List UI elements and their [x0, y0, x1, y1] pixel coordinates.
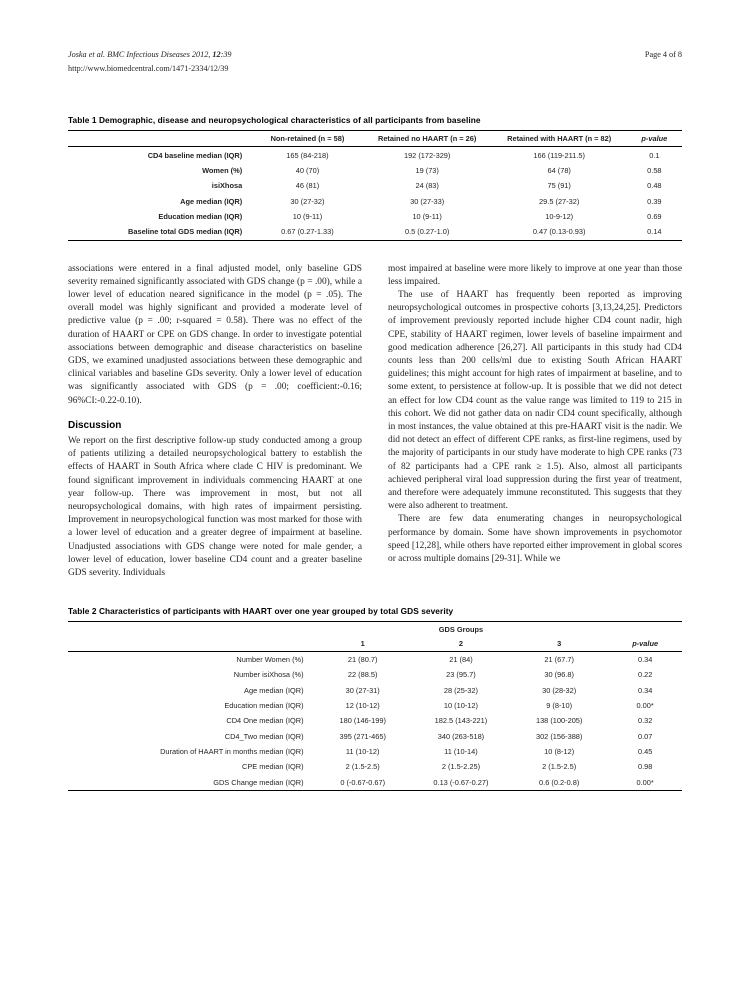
paragraph: associations were entered in a final adjusted model, only baseline GDS severity remained significantly associated with GDS change (p = .00), while a lower level of education neared significance in the model (p = .05). The overall model was highly significant and provided a moderate level of predictive value (p = .00; r-squared = 0.58). There was no effect of the duration of HAART or CPE on GDS change. In order to investigate potential associations between demographic and disease characteristics on baseline GDS, we examined unadjusted associations between these demographic and clinical variables and baseline GDs severity. Only a lower level of education was significantly associated with GDS (p = .00; coefficient:-0.16; 96%CI:-0.22-0.10).	[68, 263, 362, 406]
table-1-row-0-val-0: 165 (84-218)	[286, 150, 329, 160]
header-citation	[68, 48, 232, 75]
table-1-header-row	[68, 131, 682, 147]
table-row	[68, 759, 682, 774]
body-columns	[68, 263, 682, 581]
table-2-row-5-val-2: 302 (156-388)	[535, 731, 583, 741]
table-2-subcol-2: 2	[412, 635, 510, 651]
table-2-row-1-val-2: 30 (96.8)	[544, 670, 574, 680]
table-2-row-2-pval: 0.34	[637, 685, 653, 695]
table-1-row-5-val-2: 0.47 (0.13-0.93)	[492, 224, 627, 240]
table-row	[68, 178, 682, 193]
table-1-row-0-pval: 0.1	[649, 150, 660, 160]
table-1-row-0-val-2: 166 (119-211.5)	[533, 150, 585, 160]
table-2-row-7-label: CPE median (IQR)	[241, 762, 304, 772]
table-2-row-2-val-2: 30 (28-32)	[542, 685, 577, 695]
table-1-row-5-pval: 0.14	[627, 224, 682, 240]
table-1-row-2-val-0: 46 (81)	[295, 181, 320, 191]
table-1-row-3-val-1: 30 (27-33)	[410, 196, 445, 206]
table-2-row-0-val-1: 21 (84)	[449, 654, 473, 664]
table-1-row-4-label: Education median (IQR)	[158, 212, 243, 222]
left-column	[68, 263, 362, 581]
citation-volume: 12	[212, 50, 221, 59]
table-2-row-0-label: Number Women (%)	[236, 654, 304, 664]
table-1-row-0-label: CD4 baseline median (IQR)	[147, 150, 243, 160]
table-2-header-row	[68, 635, 682, 651]
table-1-row-1-val-1: 19 (73)	[415, 165, 439, 175]
table-1-row-3-label: Age median (IQR)	[180, 196, 243, 206]
table-2-row-6-val-2: 10 (8-12)	[544, 747, 575, 757]
table-1-col-2: Retained no HAART (n = 26)	[363, 131, 492, 147]
table-row	[68, 147, 682, 163]
table-2-row-3-val-1: 10 (10-12)	[443, 700, 478, 710]
table-row	[68, 682, 682, 697]
table-1-row-1-val-2: 64 (78)	[547, 165, 571, 175]
table-2-row-5-val-1: 340 (263-518)	[437, 731, 485, 741]
paragraph: There are few data enumerating changes in neuropsychological performance by domain. Some have shown improvements in psychomotor speed [12,28], while others have reported either improvement in global scores or across multiple domains [29-31]. While we	[388, 514, 682, 565]
paragraph: The use of HAART has frequently been reported as improving neuropsychological outcomes in prospective cohorts [3,13,24,25]. Predictors of improvement previously reported include higher CD4 count nadir, high CPE, stability of HAART regimen, lower levels of baseline impairment and good medication adherence [26,27]. All participants in this study had CD4 counts less than 200 cells/ml due to existing South African HAART guidelines; this might account for high rates of impairment at baseline, and to some extent, to persistence at follow-up. It is possible that we did not detect an effect for low CD4 count as the value range was limited to 119 to 215 in this cohort. We did not gather data on nadir CD4 count specifically, although in most instances, the value obtained at this pre-HAART visit is the nadir. We did not detect an effect of different CPE ranks, as first-line regimens, used by the majority of participants in our study have moderate to high CPE ranks (73 of 82 participants had a CPE rank ≥ 1.5). Also, almost all participants achieved peripheral viral load suppression during the first year of treatment, and therefore were adequately immune reconstituted. This suggests that they were also adherent to treatment.	[388, 290, 682, 512]
right-column	[388, 263, 682, 581]
table-1	[68, 130, 682, 241]
table-2-row-6-val-0: 11 (10-12)	[345, 747, 380, 757]
table-row	[68, 698, 682, 713]
table-1-row-1-pval: 0.58	[647, 165, 662, 175]
citation-prefix: Joska et al. BMC Infectious Diseases 2012,	[68, 50, 213, 59]
table-2-row-3-pval: 0.00*	[636, 700, 654, 710]
paragraph: most impaired at baseline were more likely to improve at one year than those less impaired.	[388, 263, 682, 287]
discussion-heading: Discussion	[68, 419, 122, 431]
table-2-row-0-val-0: 21 (80.7)	[347, 654, 378, 664]
table-2-group-label: GDS Groups	[314, 622, 609, 636]
table-1-col-4: p-value	[627, 131, 682, 147]
table-2-col-0	[68, 622, 314, 636]
table-2-row-6-pval: 0.45	[637, 747, 653, 757]
table-1-row-1-label: Women (%)	[202, 165, 243, 175]
table-2-body	[68, 651, 682, 790]
page-number: Page 4 of 8	[644, 50, 682, 59]
table-2-row-4-val-1: 182.5 (143-221)	[434, 716, 488, 726]
table-2-row-8-val-2: 0.6 (0.2-0.8)	[510, 775, 608, 791]
table-1-row-4-val-1: 10 (9-11)	[412, 212, 442, 222]
table-2-row-4-val-2: 138 (100-205)	[535, 716, 583, 726]
table-2-row-8-pval: 0.00*	[608, 775, 682, 791]
table-1-col-1: Non-retained (n = 58)	[252, 131, 363, 147]
table-2-row-1-label: Number isiXhosa (%)	[233, 670, 304, 680]
table-2-row-5-val-0: 395 (271-465)	[339, 731, 386, 741]
table-1-col-0	[68, 131, 252, 147]
table-2-row-3-val-0: 12 (10-12)	[345, 700, 380, 710]
table-1-col-3: Retained with HAART (n = 82)	[492, 131, 627, 147]
table-2-row-5-pval: 0.07	[637, 731, 653, 741]
table-1-head	[68, 131, 682, 147]
table-2-row-7-val-0: 2 (1.5-2.5)	[345, 762, 380, 772]
table-row	[68, 744, 682, 759]
table-1-row-5-label: Baseline total GDS median (IQR)	[68, 224, 252, 240]
table-2-row-2-label: Age median (IQR)	[244, 685, 304, 695]
table-2-row-7-pval: 0.98	[637, 762, 653, 772]
table-2-head	[68, 622, 682, 651]
table-1-body	[68, 147, 682, 240]
table-1-block	[68, 115, 682, 241]
table-2-row-1-pval: 0.22	[637, 670, 653, 680]
table-2-row-8-val-0: 0 (-0.67-0.67)	[314, 775, 412, 791]
table-2-row-2-val-0: 30 (27-31)	[345, 685, 380, 695]
table-1-row-0-val-1: 192 (172-329)	[403, 150, 451, 160]
table-2-row-0-pval: 0.34	[637, 654, 653, 664]
table-1-caption: Table 1 Demographic, disease and neuropsychological characteristics of all participants from baseline	[68, 115, 481, 125]
table-row	[68, 667, 682, 682]
table-2-caption: Table 2 Characteristics of participants with HAART over one year grouped by total GDS severity	[68, 606, 454, 617]
table-2-row-4-pval: 0.32	[637, 716, 653, 726]
table-1-row-2-pval: 0.48	[647, 181, 662, 191]
table-2-row-5-label: CD4_Two median (IQR)	[224, 731, 304, 741]
table-row	[68, 651, 682, 667]
table-2-subcol-3: 3	[510, 635, 608, 651]
table-1-row-3-val-2: 29.5 (27-32)	[539, 196, 580, 206]
table-row	[68, 209, 682, 224]
table-1-row-2-label: isiXhosa	[211, 181, 243, 191]
table-2-block	[68, 606, 682, 791]
table-1-row-5-val-0: 0.67 (0.27-1.33)	[252, 224, 363, 240]
citation-suffix: :39	[220, 50, 232, 59]
table-2-group-header-row	[68, 622, 682, 636]
table-2-row-7-val-1: 2 (1.5-2.25)	[441, 762, 481, 772]
table-2-subcol-4: p-value	[608, 635, 682, 651]
table-2-row-7-val-2: 2 (1.5-2.5)	[542, 762, 577, 772]
header-url[interactable]: http://www.biomedcentral.com/1471-2334/12/39	[68, 64, 229, 73]
table-row	[68, 194, 682, 209]
table-row	[68, 224, 682, 240]
paragraph: We report on the first descriptive follow-up study conducted among a group of patients utilizing a detailed neuropsychological battery to establish the effects of HAART in South Africa where clade C HIV is predominant. We found significant improvement in individuals commencing HAART at one year follow-up. There was improvement in most, but not all neuropsychological domains, with high rates of impairment persisting. Improvement in neuropsychological function was most marked for those with a lower level of education and a greater degree of impairment at baseline. Unadjusted associations with GDS change were noted for male gender, a lower level of education, lower baseline CD4 count and a greater baseline GDS severity. Individuals	[68, 436, 362, 579]
table-2-row-4-val-0: 180 (146-199)	[339, 716, 386, 726]
table-1-row-3-val-0: 30 (27-32)	[290, 196, 325, 206]
table-2-row-1-val-0: 22 (88.5)	[347, 670, 378, 680]
table-2-subcol-1: 1	[314, 635, 412, 651]
table-row	[68, 163, 682, 178]
table-row	[68, 713, 682, 728]
table-1-row-5-val-1: 0.5 (0.27-1.0)	[363, 224, 492, 240]
table-2-row-4-label: CD4 One median (IQR)	[226, 716, 304, 726]
table-2-row-2-val-1: 28 (25-32)	[443, 685, 478, 695]
table-2	[68, 621, 682, 791]
table-1-row-2-val-1: 24 (83)	[415, 181, 439, 191]
table-2-row-3-val-2: 9 (8-10)	[546, 700, 573, 710]
table-1-row-4-pval: 0.69	[647, 212, 662, 222]
table-2-row-8-val-1: 0.13 (-0.67-0.27)	[412, 775, 510, 791]
table-2-row-3-label: Education median (IQR)	[224, 700, 304, 710]
table-1-row-1-val-0: 40 (70)	[295, 165, 320, 175]
table-1-row-3-pval: 0.39	[647, 196, 662, 206]
journal-citation-line	[68, 48, 232, 61]
table-1-row-4-val-2: 10-9-12)	[545, 212, 574, 222]
table-2-row-6-val-1: 11 (10-14)	[444, 747, 478, 757]
table-2-row-0-val-2: 21 (67.7)	[544, 654, 574, 664]
page-header	[68, 48, 682, 75]
table-row	[68, 729, 682, 744]
table-1-row-4-val-0: 10 (9-11)	[292, 212, 323, 222]
table-1-row-2-val-2: 75 (91)	[547, 181, 571, 191]
table-row	[68, 775, 682, 791]
table-2-row-8-label: GDS Change median (IQR)	[68, 775, 314, 791]
table-2-subcol-0	[68, 635, 314, 651]
table-2-row-6-label: Duration of HAART in months median (IQR)	[160, 747, 304, 757]
table-2-row-1-val-1: 23 (95.7)	[446, 670, 476, 680]
table-2-group-spacer	[608, 622, 682, 636]
